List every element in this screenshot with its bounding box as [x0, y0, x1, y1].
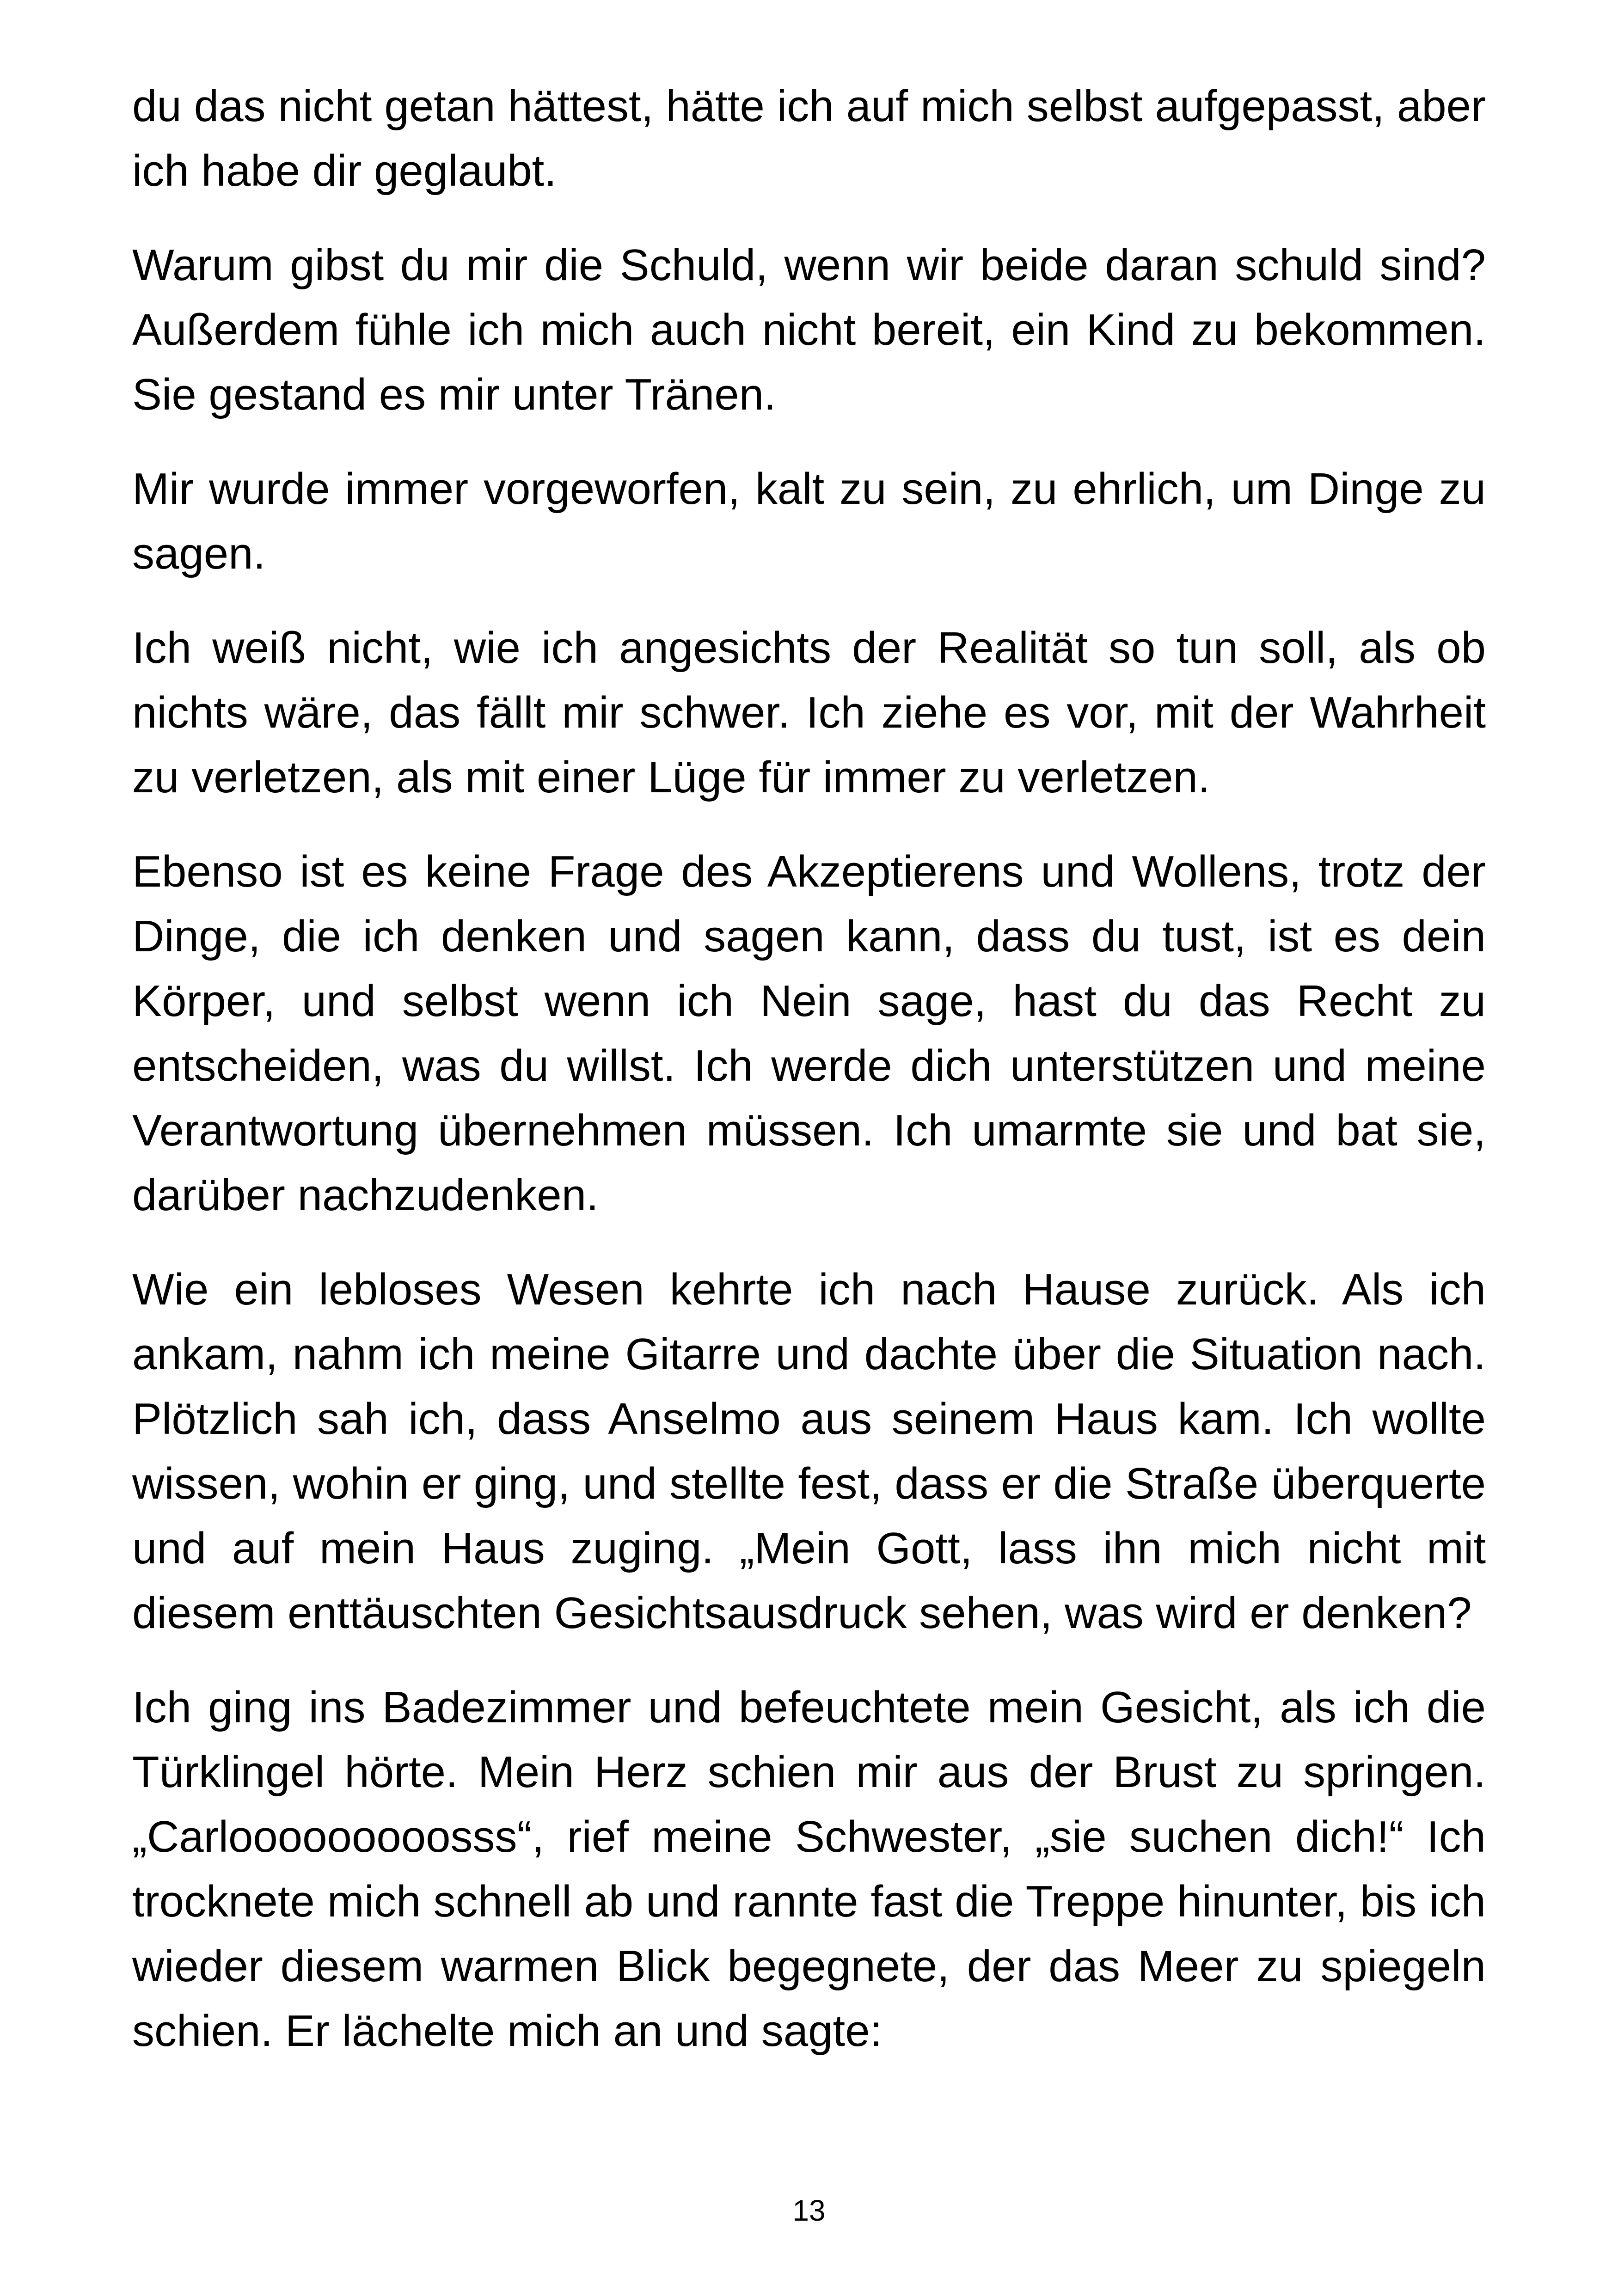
- paragraph-2: Warum gibst du mir die Schuld, wenn wir beide daran schuld sind? Außerdem fühle ich mich auch nicht bereit, ein Kind zu bekommen. Sie gestand es mir unter Tränen.: [132, 240, 1486, 419]
- paragraph-4: Ich weiß nicht, wie ich angesichts der Realität so tun soll, als ob nichts wäre, das fällt mir schwer. Ich ziehe es vor, mit der Wahrheit zu verletzen, als mit einer Lüge für immer zu verletzen.: [132, 623, 1486, 802]
- paragraph-7: Ich ging ins Badezimmer und befeuchtete mein Gesicht, als ich die Türklingel hörte. Mein Herz schien mir aus der Brust zu springen. „Carlooooooooosss“, rief meine Schwester, „sie suchen dich!“ Ich trocknete mich schnell ab und rannte fast die Treppe hinunter, bis ich wieder diesem warmen Blick begegnete, der das Meer zu spiegeln schien. Er lächelte mich an und sagte:: [132, 1683, 1486, 2056]
- paragraph-3: Mir wurde immer vorgeworfen, kalt zu sein, zu ehrlich, um Dinge zu sagen.: [132, 464, 1486, 578]
- text-body: [132, 74, 1486, 2093]
- paragraph-6: Wie ein lebloses Wesen kehrte ich nach Hause zurück. Als ich ankam, nahm ich meine Gitarre und dachte über die Situation nach. Plötzlich sah ich, dass Anselmo aus seinem Haus kam. Ich wollte wissen, wohin er ging, und stellte fest, dass er die Straße überquerte und auf mein Haus zuging. „Mein Gott, lass ihn mich nicht mit diesem enttäuschten Gesichtsausdruck sehen, was wird er denken?: [132, 1265, 1486, 1638]
- paragraph-1: du das nicht getan hättest, hätte ich auf mich selbst aufgepasst, aber ich habe dir geglaubt.: [132, 81, 1486, 196]
- paragraph-5: Ebenso ist es keine Frage des Akzeptierens und Wollens, trotz der Dinge, die ich denken und sagen kann, dass du tust, ist es dein Körper, und selbst wenn ich Nein sage, hast du das Recht zu entscheiden, was du willst. Ich werde dich unterstützen und meine Verantwortung übernehmen müssen. Ich umarmte sie und bat sie, darüber nachzudenken.: [132, 847, 1486, 1220]
- page-number: 13: [792, 2194, 826, 2227]
